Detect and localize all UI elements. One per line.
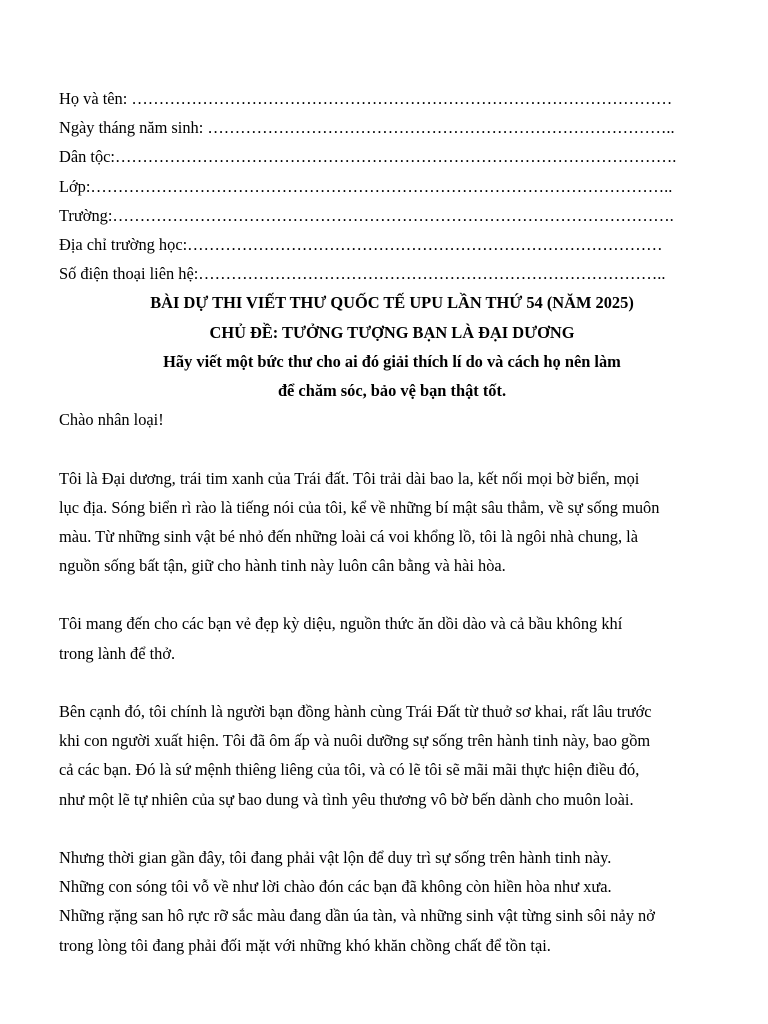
field-school-address: Địa chỉ trường học:…………………………………………………………………………… xyxy=(59,234,663,254)
field-full-name: Họ và tên: ……………………………………………………………………………………… xyxy=(59,89,673,108)
field-school: Trường:…………………………………………………………………………………………. xyxy=(59,205,674,225)
contest-theme: CHỦ ĐỀ: TƯỞNG TƯỢNG BẠN LÀ ĐẠI DƯƠNG xyxy=(209,322,575,342)
contest-prompt-line-2: để chăm sóc, bảo vệ bạn thật tốt. xyxy=(277,380,507,400)
document-page xyxy=(59,84,725,960)
letter-paragraph xyxy=(59,697,725,814)
paragraph-line: lục địa. Sóng biển rì rào là tiếng nói của tôi, kể về những bí mật sâu thẳm, về sự sống muôn xyxy=(59,497,660,517)
paragraph-line: Tôi mang đến cho các bạn vẻ đẹp kỳ diệu, nguồn thức ăn dồi dào và cả bầu không khí xyxy=(59,614,623,634)
paragraph-line: Tôi là Đại dương, trái tim xanh của Trái đất. Tôi trải dài bao la, kết nối mọi bờ biển, mọi xyxy=(59,468,640,488)
paragraph-line: như một lẽ tự nhiên của sự bao dung và tình yêu thương vô bờ bến dành cho muôn loài. xyxy=(59,789,634,809)
field-ethnicity: Dân tộc:…………………………………………………………………………………………. xyxy=(59,147,677,167)
letter-paragraph xyxy=(59,843,725,960)
letter-paragraph xyxy=(59,464,725,581)
letter-paragraph xyxy=(59,609,725,667)
paragraph-line: trong lòng tôi đang phải đối mặt với những khó khăn chồng chất để tồn tại. xyxy=(59,935,551,955)
paragraph-line: màu. Từ những sinh vật bé nhỏ đến những loài cá voi khổng lồ, tôi là ngôi nhà chung, là xyxy=(59,526,638,546)
paragraph-line: Nhưng thời gian gần đây, tôi đang phải vật lộn để duy trì sự sống trên hành tinh này. xyxy=(59,847,612,867)
letter-greeting: Chào nhân loại! xyxy=(59,410,164,430)
paragraph-line: Bên cạnh đó, tôi chính là người bạn đồng hành cùng Trái Đất từ thuở sơ khai, rất lâu trước xyxy=(59,702,652,722)
paragraph-line: khi con người xuất hiện. Tôi đã ôm ấp và nuôi dưỡng sự sống trên hành tinh này, bao gồm xyxy=(59,731,651,751)
paragraph-line: trong lành để thở. xyxy=(59,643,176,663)
student-info-form xyxy=(59,84,725,288)
paragraph-line: cả các bạn. Đó là sứ mệnh thiêng liêng của tôi, và có lẽ tôi sẽ mãi mãi thực hiện điều đó, xyxy=(59,760,640,780)
contest-title: BÀI DỰ THI VIẾT THƯ QUỐC TẾ UPU LẦN THỨ 54 (NĂM 2025) xyxy=(150,293,634,313)
paragraph-line: nguồn sống bất tận, giữ cho hành tinh này luôn cân bằng và hài hòa. xyxy=(59,556,506,576)
paragraph-line: Những rặng san hô rực rỡ sắc màu đang dần úa tàn, và những sinh vật từng sinh sôi nảy nở xyxy=(59,906,655,926)
field-contact-phone: Số điện thoại liên hệ:………………………………………………………………………….. xyxy=(59,264,666,284)
contest-prompt-line-1: Hãy viết một bức thư cho ai đó giải thích lí do và cách họ nên làm xyxy=(163,351,621,371)
field-class: Lớp:…………………………………………………………………………………………….. xyxy=(59,176,673,196)
field-date-of-birth: Ngày tháng năm sinh: ………………………………………………………………………….. xyxy=(59,118,675,138)
contest-heading xyxy=(59,288,725,405)
paragraph-line: Những con sóng tôi vỗ về như lời chào đón các bạn đã không còn hiền hòa như xưa. xyxy=(59,877,612,897)
letter-body xyxy=(59,405,725,960)
